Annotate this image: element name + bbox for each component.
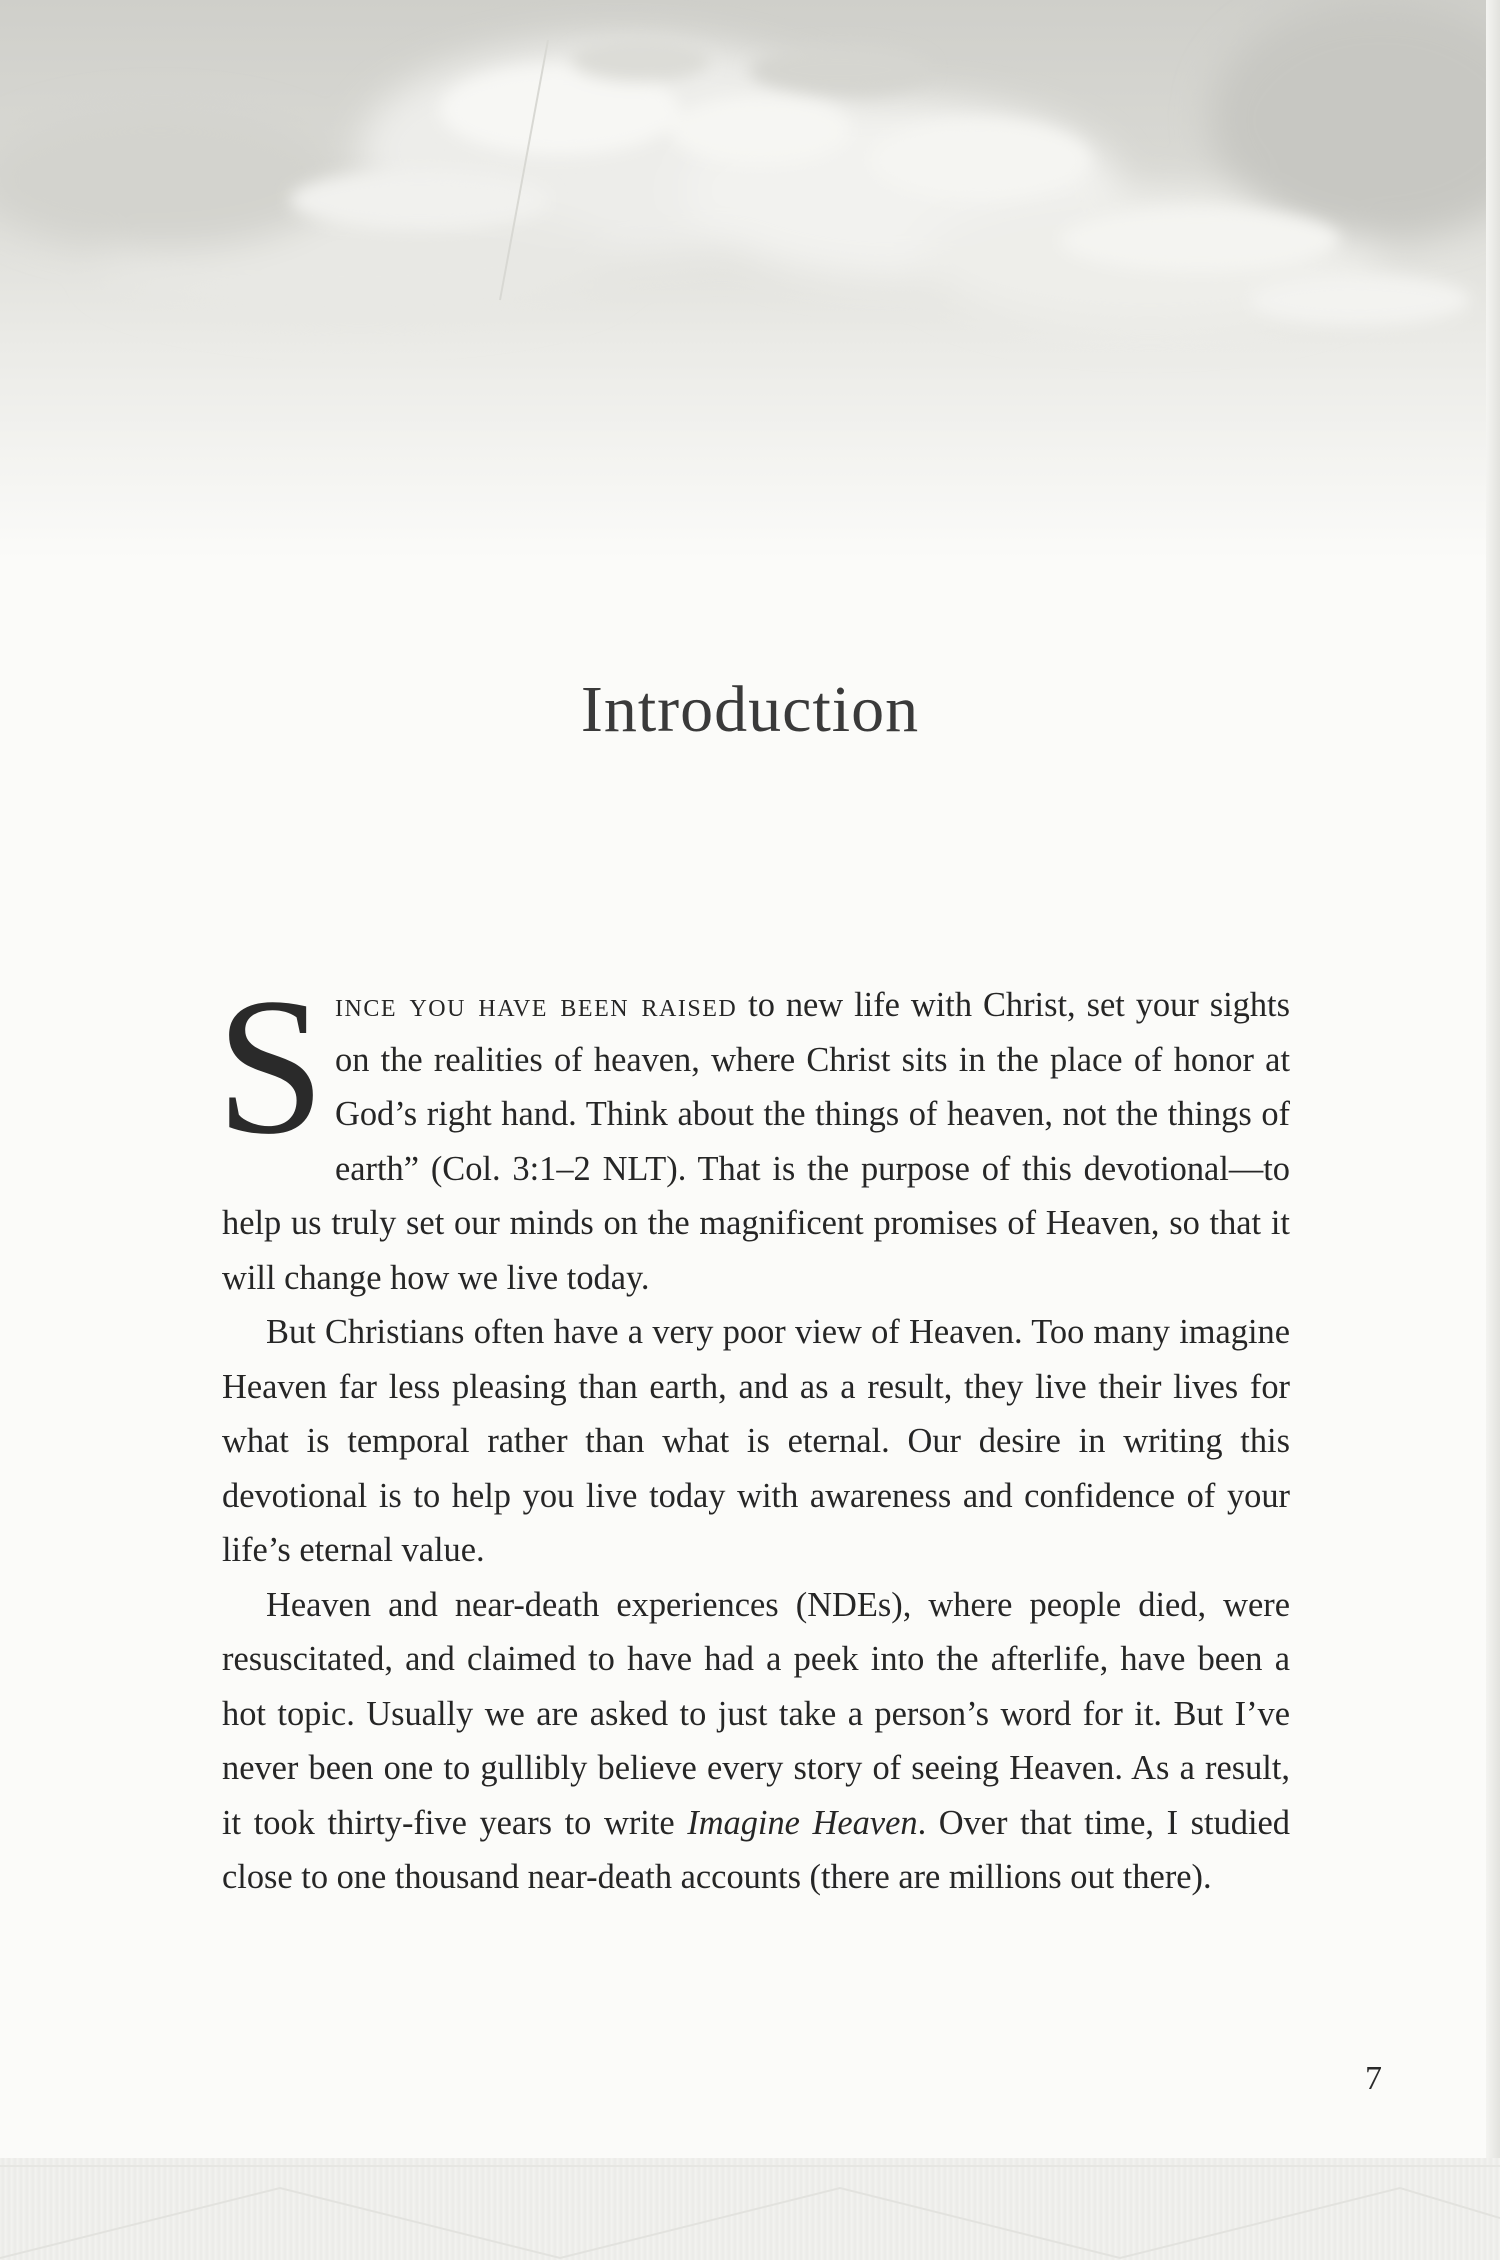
page-edge xyxy=(1486,0,1500,2260)
bottom-pattern xyxy=(0,2158,1500,2260)
body-text xyxy=(216,958,1290,1905)
paragraph-1-text: to new life with Christ, set your sights on the realities of heaven, where Christ sits in the place of honor at God’s right hand. Think about the things of heaven, not the things of earth” (Col. 3:1–2 NLT). That is the purpose of this devotional—to help us truly set our minds on the magnificent promises of Heaven, so that it will change how we live today. xyxy=(222,986,1290,1297)
paragraph-3-text-after: . Over that time, I studied close to one thousand near-death accounts (there are millions out there). xyxy=(222,1803,1290,1896)
paragraph-2: But Christians often have a very poor view of Heaven. Too many imagine Heaven far less pleasing than earth, and as a result, they live their lives for what is temporal rather than what is eternal. Our desire in writing this devotional is to help you live today with awareness and confidence of your life’s eternal value. xyxy=(222,1313,1290,1569)
drop-cap-letter: S xyxy=(216,958,326,1175)
small-caps-lead: ince you have been raised xyxy=(335,986,738,1024)
sky-header-image xyxy=(0,0,1500,560)
page-number: 7 xyxy=(1365,2060,1382,2097)
bottom-decorative-band xyxy=(0,2158,1500,2260)
chapter-title: Introduction xyxy=(580,673,920,746)
clouds-illustration xyxy=(0,0,1500,560)
paragraph-1 xyxy=(216,958,1290,1305)
book-title: Imagine Heaven xyxy=(687,1803,918,1842)
paragraph-3-text-before: Heaven and near-death experiences (NDEs), where people died, were resuscitated, and claimed to have had a peek into the afterlife, have been a hot topic. Usually we are asked to just take a person’s word for it. But I’ve never been one to gullibly believe every story of seeing Heaven. As a result, it took thirty-five years to write xyxy=(222,1585,1290,1842)
paragraph-3 xyxy=(222,1578,1290,1905)
